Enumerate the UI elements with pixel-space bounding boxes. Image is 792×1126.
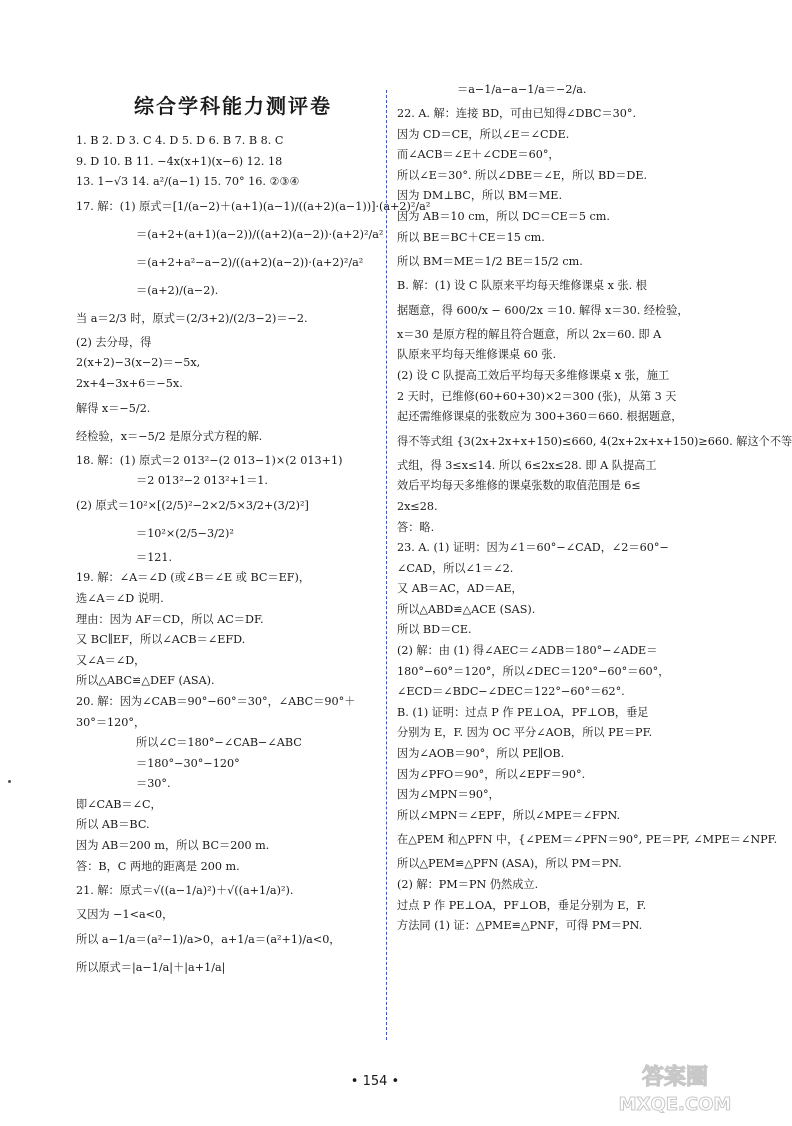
answer-line: 因为 CD＝CE，所以∠E＝∠CDE.: [397, 127, 570, 141]
answer-line: B. (1) 证明：过点 P 作 PE⊥OA，PF⊥OB，垂足: [397, 705, 649, 719]
answer-line: B. 解：(1) 设 C 队原来平均每天维修课桌 x 张. 根: [397, 279, 647, 293]
answer-line: 2x≤28.: [397, 499, 438, 513]
answer-line: 所以原式＝|a−1/a|＋|a+1/a|: [76, 960, 226, 974]
answer-line: 所以 BD＝CE.: [397, 623, 472, 637]
right-column: [397, 76, 792, 937]
answer-line: 得不等式组 {3(2x+2x+x+150)≤660, 4(2x+2x+x+150)≥660. 解这个不等: [397, 434, 792, 448]
answer-line: 解得 x＝−5/2.: [76, 401, 151, 415]
answer-line: 17. 解：(1) 原式＝[1/(a−2)＋(a+1)(a−1)/((a+2)(a−1))]·(a+2)²/a²: [76, 199, 431, 213]
answer-line: 式组，得 3≤x≤14. 所以 6≤2x≤28. 即 A 队提高工: [397, 458, 657, 472]
answer-line: 选∠A＝∠D 说明.: [76, 591, 164, 605]
answer-line: 答：略.: [397, 520, 435, 534]
column-divider: [386, 90, 387, 1040]
answer-line: 22. A. 解：连接 BD，可由已知得∠DBC＝30°.: [397, 107, 637, 120]
answer-line: 经检验，x＝−5/2 是原分式方程的解.: [76, 429, 263, 443]
answer-line: 所以∠C＝180°−∠CAB−∠ABC: [136, 736, 302, 750]
answer-line: 分别为 E，F. 因为 OC 平分∠AOB，所以 PE＝PF.: [397, 726, 653, 740]
answer-line: ＝121.: [136, 550, 173, 564]
answer-line: 1. B 2. D 3. C 4. D 5. D 6. B 7. B 8. C: [76, 134, 284, 147]
answer-line: 队原来平均每天维修课桌 60 张.: [397, 348, 557, 362]
answer-line: 所以∠E＝30°. 所以∠DBE＝∠E，所以 BD＝DE.: [397, 168, 648, 182]
answer-line: 又 AB＝AC，AD＝AE，: [397, 582, 523, 596]
answer-line: 19. 解：∠A＝∠D (或∠B＝∠E 或 BC＝EF)，: [76, 571, 311, 585]
answer-line: 2x+4−3x+6＝−5x.: [76, 376, 183, 390]
answer-line: 即∠CAB＝∠C，: [76, 797, 162, 811]
answer-line: 20. 解：因为∠CAB＝90°−60°＝30°，∠ABC＝90°＋: [76, 694, 356, 708]
answer-line: ∠ECD＝∠BDC−∠DEC＝122°−60°＝62°.: [397, 685, 625, 699]
answer-line: 又 BC∥EF，所以∠ACB＝∠EFD.: [76, 633, 246, 647]
answer-line: ＝(a+2+a²−a−2)/((a+2)(a−2))·(a+2)²/a²: [136, 255, 364, 269]
answer-line: ＝2 013²−2 013²+1＝1.: [136, 474, 268, 488]
answer-line: ＝(a+2)/(a−2).: [136, 283, 219, 297]
svg-text:答案圈: 答案圈: [641, 1065, 709, 1090]
answer-line: 在△PEM 和△PFN 中，{∠PEM＝∠PFN＝90°, PE＝PF, ∠MPE＝∠NPF.: [397, 833, 778, 847]
answer-line: 所以∠MPN＝∠EPF，所以∠MPE＝∠FPN.: [397, 808, 621, 822]
answer-line: 21. 解：原式＝√((a−1/a)²)＋√((a+1/a)²).: [76, 884, 294, 898]
answer-line: 起还需维修课桌的张数应为 300+360＝660. 根据题意，: [397, 410, 683, 424]
answer-line: 2(x+2)−3(x−2)＝−5x,: [76, 356, 201, 370]
answer-line: 过点 P 作 PE⊥OA，PF⊥OB，垂足分别为 E，F.: [397, 898, 647, 912]
answer-line: 23. A. (1) 证明：因为∠1＝60°−∠CAD，∠2＝60°−: [397, 541, 669, 555]
answer-line: 13. 1−√3 14. a²/(a−1) 15. 70° 16. ②③④: [76, 175, 300, 189]
answer-line: 180°−60°＝120°，所以∠DEC＝120°−60°＝60°，: [397, 664, 670, 678]
svg-text:MXQE.COM: MXQE.COM: [618, 1094, 732, 1115]
answer-line: ＝180°−30°−120°: [136, 756, 240, 770]
answer-line: (2) 解：PM＝PN 仍然成立.: [397, 878, 539, 891]
page-number: • 154 •: [350, 1074, 400, 1089]
answer-line: 因为∠MPN＝90°，: [397, 788, 500, 802]
answer-line: 当 a＝2/3 时，原式＝(2/3+2)/(2/3−2)＝−2.: [76, 311, 308, 325]
answer-line: 所以 a−1/a＝(a²−1)/a>0，a+1/a＝(a²+1)/a<0，: [76, 932, 341, 946]
answer-line: 因为 AB＝200 m，所以 BC＝200 m.: [76, 839, 270, 853]
answer-line: 答：B，C 两地的距离是 200 m.: [76, 859, 240, 873]
answer-line: 理由：因为 AF＝CD，所以 AC＝DF.: [76, 612, 264, 626]
answer-line: 因为 AB＝10 cm，所以 DC＝CE＝5 cm.: [397, 209, 610, 223]
margin-dot: [8, 780, 11, 783]
answer-line: 18. 解：(1) 原式＝2 013²−(2 013−1)×(2 013+1): [76, 453, 343, 467]
answer-line: ＝(a+2+(a+1)(a−2))/((a+2)(a−2))·(a+2)²/a²: [136, 227, 384, 241]
answer-line: 所以 AB＝BC.: [76, 818, 150, 832]
answer-line: 效后平均每天多维修的课桌张数的取值范围是 6≤: [397, 479, 641, 493]
answer-line: 30°＝120°，: [76, 715, 146, 729]
answer-line: (2) 原式＝10²×[(2/5)²−2×2/5×3/2+(3/2)²]: [76, 498, 309, 512]
answer-line: 9. D 10. B 11. −4x(x+1)(x−6) 12. 18: [76, 154, 283, 168]
answer-line: 因为 DM⊥BC，所以 BM＝ME.: [397, 189, 563, 203]
answer-line: ＝30°.: [136, 777, 171, 791]
answer-line: ∠CAD，所以∠1＝∠2.: [397, 561, 514, 575]
answer-line: ＝a−1/a−a−1/a＝−2/a.: [457, 83, 587, 96]
page-title: 综合学科能力测评卷: [134, 94, 332, 118]
answer-line: (2) 解：由 (1) 得∠AEC＝∠ADB＝180°−∠ADE＝: [397, 644, 658, 658]
answer-line: 所以△ABD≌△ACE (SAS).: [397, 602, 536, 616]
answer-line: 所以△ABC≌△DEF (ASA).: [76, 674, 215, 688]
answer-line: 所以 BE＝BC＋CE＝15 cm.: [397, 230, 545, 244]
answer-line: 因为∠AOB＝90°，所以 PE∥OB.: [397, 747, 565, 761]
answer-line: 又∠A＝∠D，: [76, 653, 146, 667]
answer-line: 2 天时，已维修(60+60+30)×2＝300 (张)，从第 3 天: [397, 389, 677, 403]
answer-line: 所以△PEM≌△PFN (ASA)，所以 PM＝PN.: [397, 857, 622, 871]
answer-line: x＝30 是原方程的解且符合题意，所以 2x＝60. 即 A: [397, 327, 662, 341]
watermark-logo: [610, 1058, 740, 1118]
answer-line: 又因为 −1<a<0，: [76, 908, 174, 922]
answer-line: (2) 去分母，得: [76, 335, 152, 349]
answer-line: 据题意，得 600/x − 600/2x ＝10. 解得 x＝30. 经检验，: [397, 303, 689, 317]
answer-line: 因为∠PFO＝90°，所以∠EPF＝90°.: [397, 767, 586, 781]
answer-line: 所以 BM＝ME＝1/2 BE＝15/2 cm.: [397, 255, 583, 269]
answer-line: (2) 设 C 队提高工效后平均每天多维修课桌 x 张，施工: [397, 368, 670, 382]
answer-line: 方法同 (1) 证：△PME≌△PNF，可得 PM＝PN.: [397, 919, 643, 933]
answer-line: 而∠ACB＝∠E＋∠CDE＝60°，: [397, 148, 560, 162]
right-answer-lines: [397, 76, 792, 937]
answer-line: ＝10²×(2/5−3/2)²: [136, 526, 234, 540]
